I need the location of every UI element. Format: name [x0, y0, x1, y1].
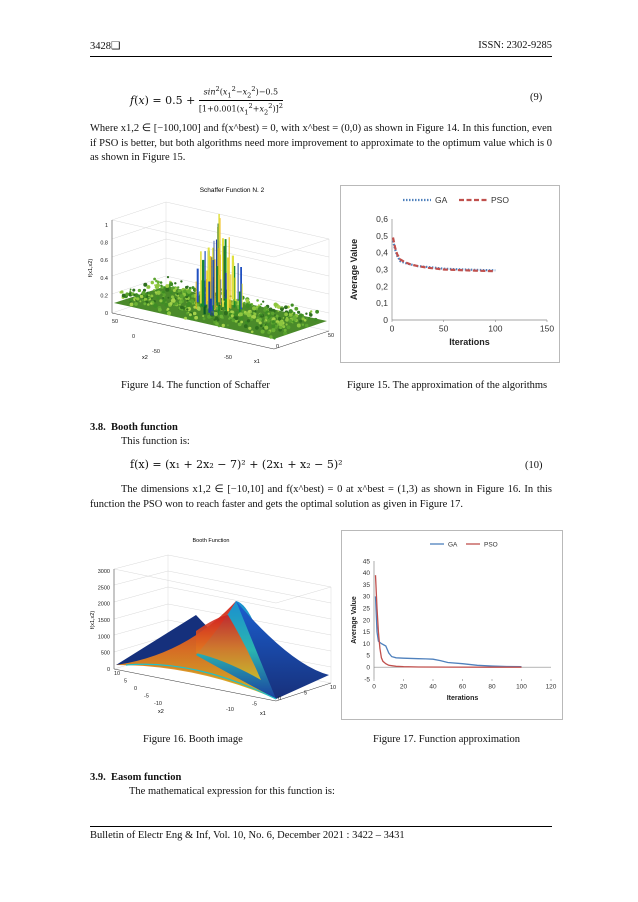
- y-tick-label: 0: [383, 314, 388, 325]
- surface-texture-dot: [186, 308, 188, 310]
- fig16-x1tick: 0: [278, 696, 282, 702]
- surface-texture-dot: [286, 323, 288, 325]
- surface-texture-dot: [247, 319, 250, 322]
- surface-texture-dot: [163, 293, 166, 296]
- fig16-ztick: 1000: [97, 634, 110, 641]
- surface-texture-dot: [310, 310, 312, 312]
- surface-texture-dot: [239, 316, 243, 320]
- page-number: 3428❑: [90, 41, 121, 52]
- surface-texture-dot: [260, 315, 262, 317]
- surface-texture-dot: [160, 285, 162, 287]
- y-tick-label: 0,3: [376, 264, 388, 275]
- header-rule: [90, 56, 552, 57]
- surface-texture-dot: [130, 289, 132, 291]
- y-tick-label: 5: [366, 652, 370, 660]
- legend-label-ga: GA: [435, 194, 448, 205]
- surface-texture-dot: [203, 317, 206, 320]
- x-tick-label: 50: [438, 323, 449, 334]
- surface-texture-dot: [292, 315, 296, 319]
- series-line-pso: [393, 238, 495, 272]
- surface-texture-dot: [136, 297, 139, 300]
- surface-texture-dot: [278, 310, 280, 312]
- surface-texture-dot: [299, 320, 302, 323]
- surface-texture-dot: [274, 314, 276, 316]
- surface-texture-dot: [171, 299, 174, 302]
- surface-texture-dot: [190, 299, 194, 303]
- surface-texture-dot: [165, 288, 169, 292]
- surface-texture-dot: [169, 282, 173, 286]
- equation-9-label: (9): [530, 92, 543, 103]
- footer-rule: [90, 826, 552, 827]
- fig16-x2tick: 0: [134, 686, 138, 692]
- surface-texture-dot: [292, 321, 294, 323]
- surface-texture-dot: [159, 299, 162, 302]
- surface-texture-dot: [270, 317, 272, 319]
- surface-texture-dot: [196, 306, 200, 310]
- surface-texture-dot: [309, 313, 313, 317]
- y-tick-label: 25: [362, 605, 370, 613]
- surface-texture-dot: [167, 276, 169, 278]
- issn: ISSN: 2302-9285: [478, 40, 552, 51]
- surface-texture-dot: [189, 313, 192, 316]
- figure-15-chart: [340, 185, 560, 363]
- surface-texture-dot: [156, 296, 159, 299]
- fig16-title: Booth Function: [192, 538, 230, 544]
- surface-texture-dot: [147, 298, 149, 300]
- surface-texture-dot: [157, 281, 160, 284]
- surface-texture-dot: [151, 281, 154, 284]
- surface-texture-dot: [244, 324, 248, 328]
- surface-texture-dot: [248, 327, 251, 330]
- y-tick-label: 15: [362, 629, 370, 637]
- fig14-x2tick: -50: [152, 349, 160, 355]
- fig14-ztick: 0.2: [100, 293, 108, 300]
- surface-texture-dot: [177, 293, 179, 295]
- surface-texture-dot: [243, 302, 246, 305]
- surface-texture-dot: [286, 317, 289, 320]
- fig16-ztick: 2500: [97, 585, 110, 592]
- surface-texture-dot: [231, 314, 234, 317]
- legend-label-pso: PSO: [484, 541, 498, 549]
- surface-texture-dot: [262, 319, 264, 321]
- fig16-x1label: x1: [260, 711, 266, 717]
- surface-texture-dot: [178, 289, 181, 292]
- fig15-caption: Figure 15. The approximation of the algorithms: [347, 380, 548, 391]
- surface-texture-dot: [265, 316, 268, 319]
- surface-texture-dot: [252, 306, 256, 310]
- surface-texture-dot: [279, 326, 282, 329]
- fig14-x1label: x1: [254, 359, 260, 365]
- surface-texture-dot: [140, 295, 143, 298]
- fig14-title: Schaffer Function N. 2: [199, 187, 265, 194]
- surface-texture-dot: [167, 311, 171, 315]
- surface-texture-dot: [297, 324, 301, 328]
- fig14-x1tick: 50: [328, 333, 335, 339]
- surface-texture-dot: [156, 291, 160, 295]
- surface-texture-dot: [267, 319, 271, 323]
- y-tick-label: 0,5: [376, 230, 388, 241]
- fig16-ztick: 3000: [97, 569, 110, 575]
- y-tick-label: 0,4: [376, 247, 388, 258]
- y-tick-label: 45: [362, 558, 370, 566]
- surface-texture-dot: [132, 289, 135, 292]
- surface-texture-dot: [147, 285, 151, 289]
- figure-16: [86, 535, 338, 725]
- surface-texture-dot: [122, 294, 126, 298]
- surface-texture-dot: [143, 283, 147, 287]
- surface-texture-dot: [193, 312, 197, 316]
- legend-label-pso: PSO: [491, 194, 509, 205]
- surface-texture-dot: [143, 302, 146, 305]
- surface-texture-dot: [167, 297, 169, 299]
- fig14-ztick: 0.4: [100, 275, 108, 282]
- surface-texture-dot: [228, 318, 230, 320]
- surface-texture-dot: [215, 322, 219, 326]
- surface-texture-dot: [269, 335, 272, 338]
- fig14-x2tick: 50: [112, 319, 119, 325]
- x-tick-label: 20: [399, 683, 408, 691]
- surface-texture-dot: [240, 321, 243, 324]
- surface-texture-dot: [246, 312, 249, 315]
- surface-texture-dot: [256, 306, 259, 309]
- x-tick-label: 80: [488, 683, 496, 691]
- x-tick-label: 60: [458, 683, 467, 691]
- surface-texture-dot: [249, 304, 252, 307]
- surface-texture-dot: [265, 326, 268, 329]
- surface-texture-dot: [284, 329, 287, 332]
- surface-texture-dot: [147, 303, 150, 306]
- paragraph-schaffer: Where x1,2 ∈ [−100,100] and f(x^best) = 0, with x^best = (0,0) as shown in Figure 14. In this function, even if PSO is better, but both algorithms need more improvement to approximate to the optimum value which is 0 as shown in Figure 15.: [90, 123, 552, 163]
- surface-texture-dot: [308, 317, 311, 320]
- surface-texture-dot: [130, 303, 134, 307]
- x-tick-label: 40: [429, 683, 437, 691]
- surface-texture-dot: [138, 290, 140, 292]
- surface-texture-dot: [174, 282, 176, 284]
- surface-texture-dot: [183, 289, 187, 293]
- equation-10-label: (10): [525, 460, 543, 471]
- surface-texture-dot: [282, 325, 285, 328]
- surface-texture-dot: [180, 306, 183, 309]
- y-tick-label: 0,6: [376, 213, 388, 224]
- surface-texture-dot: [274, 303, 278, 307]
- surface-texture-dot: [262, 301, 264, 303]
- surface-texture-dot: [177, 286, 179, 288]
- series-line-ga: [393, 241, 495, 270]
- surface-texture-dot: [185, 286, 188, 289]
- surface-texture-dot: [272, 320, 275, 323]
- surface-texture-dot: [184, 306, 186, 308]
- surface-texture-dot: [232, 319, 236, 323]
- equation-9: f(x) = 0.5 + $\frac{\sin^2(x_1^2-x_2^2)-0.5}{[1+0.001(x_1^2+x_2^2)]^2}$: [130, 85, 283, 117]
- surface-texture-dot: [227, 324, 229, 326]
- surface-texture-dot: [179, 294, 183, 298]
- x-tick-label: 100: [516, 683, 527, 691]
- surface-texture-dot: [273, 337, 275, 339]
- fig16-ztick: 1500: [97, 618, 110, 624]
- surface-texture-dot: [155, 291, 157, 293]
- surface-texture-dot: [222, 324, 225, 327]
- surface-texture-dot: [267, 331, 270, 334]
- surface-texture-dot: [283, 331, 287, 335]
- surface-texture-dot: [251, 331, 254, 334]
- surface-texture-dot: [158, 308, 162, 312]
- fig14-x2tick: 0: [132, 334, 136, 340]
- y-tick-label: 30: [362, 593, 370, 601]
- surface-texture-dot: [153, 278, 156, 281]
- surface-texture-dot: [148, 294, 150, 296]
- surface-texture-dot: [134, 302, 138, 306]
- surface-texture-dot: [180, 280, 182, 282]
- surface-texture-dot: [302, 324, 304, 326]
- surface-texture-dot: [211, 317, 213, 319]
- surface-texture-dot: [192, 295, 195, 298]
- fig16-x1tick: 10: [330, 685, 337, 691]
- surface-texture-dot: [179, 300, 183, 304]
- fig16-x2tick: 5: [124, 678, 128, 685]
- y-tick-label: 10: [362, 640, 370, 648]
- surface-texture-dot: [284, 305, 288, 309]
- surface-texture-dot: [184, 317, 187, 320]
- surface-texture-dot: [281, 306, 283, 308]
- surface-texture-dot: [220, 315, 224, 319]
- surface-texture-dot: [264, 320, 266, 322]
- x-axis-title: Iterations: [446, 695, 479, 702]
- surface-texture-dot: [239, 312, 243, 316]
- booth-surface-plot: [86, 535, 338, 725]
- surface-texture-dot: [160, 281, 163, 284]
- fig14-zlabel: f(x1,x2): [88, 258, 94, 278]
- surface-texture-dot: [129, 290, 131, 292]
- surface-texture-dot: [160, 287, 162, 289]
- surface-texture-dot: [171, 295, 174, 298]
- surface-texture-dot: [194, 316, 198, 320]
- x-tick-label: 0: [389, 323, 395, 334]
- y-tick-label: 40: [362, 570, 370, 578]
- surface-texture-dot: [283, 317, 285, 319]
- surface-texture-dot: [255, 326, 259, 330]
- fig16-x2tick: -10: [154, 701, 162, 707]
- surface-texture-dot: [120, 290, 123, 293]
- surface-texture-dot: [142, 299, 144, 301]
- fig16-x2tick: -5: [144, 693, 149, 700]
- surface-texture-dot: [260, 325, 263, 328]
- y-tick-label: 0: [366, 664, 370, 672]
- surface-texture-dot: [278, 317, 281, 320]
- fig14-x1tick: -50: [224, 355, 232, 361]
- series-line-ga: [376, 596, 522, 666]
- surface-texture-dot: [271, 312, 275, 316]
- surface-texture-dot: [256, 324, 258, 326]
- fig16-x2label: x2: [158, 709, 164, 715]
- surface-texture-dot: [293, 312, 295, 314]
- series-line-pso: [376, 575, 522, 667]
- surface-texture-dot: [133, 294, 135, 296]
- fig16-x2tick: 10: [114, 671, 121, 677]
- x-tick-label: 0: [372, 683, 376, 691]
- surface-texture-dot: [202, 315, 204, 317]
- surface-texture-dot: [253, 313, 256, 316]
- surface-texture-dot: [170, 291, 173, 294]
- surface-texture-dot: [297, 311, 300, 314]
- fig14-ztick: 0.6: [100, 258, 108, 265]
- schaffer-surface-plot: [84, 183, 336, 373]
- section-3-9-heading: 3.9. Easom function: [90, 772, 182, 783]
- surface-texture-dot: [189, 287, 192, 290]
- surface-texture-dot: [214, 312, 218, 316]
- surface-texture-dot: [245, 299, 249, 303]
- surface-texture-dot: [234, 316, 236, 318]
- surface-texture-dot: [170, 302, 173, 305]
- fig16-ztick: 2000: [97, 601, 110, 608]
- surface-texture-dot: [230, 310, 233, 313]
- surface-texture-dot: [179, 304, 181, 306]
- section-3-8-intro: This function is:: [121, 436, 190, 447]
- y-tick-label: 0,1: [376, 298, 388, 309]
- surface-texture-dot: [263, 309, 266, 312]
- surface-texture-dot: [261, 330, 265, 334]
- surface-texture-dot: [277, 324, 279, 326]
- surface-texture-dot: [258, 304, 260, 306]
- surface-texture-dot: [165, 284, 169, 288]
- surface-texture-dot: [192, 303, 194, 305]
- surface-texture-dot: [150, 295, 153, 298]
- fig16-ztick: 0: [106, 667, 110, 673]
- surface-texture-dot: [277, 322, 279, 324]
- surface-texture-dot: [215, 317, 218, 320]
- fig14-caption: Figure 14. The function of Schaffer: [121, 380, 270, 391]
- surface-texture-dot: [287, 325, 291, 329]
- fig16-x1tick: -5: [252, 701, 257, 708]
- fig15-svg: [341, 186, 559, 362]
- y-tick-label: -5: [364, 676, 370, 684]
- legend-label-ga: GA: [448, 541, 458, 549]
- surface-texture-dot: [162, 291, 165, 294]
- surface-texture-dot: [299, 313, 303, 317]
- x-tick-label: 120: [545, 683, 557, 691]
- surface-texture-dot: [260, 303, 262, 305]
- y-tick-label: 35: [362, 581, 370, 589]
- surface-texture-dot: [187, 302, 191, 306]
- surface-texture-dot: [272, 324, 276, 328]
- surface-texture-dot: [139, 300, 141, 302]
- surface-texture-dot: [163, 299, 166, 302]
- surface-texture-dot: [276, 315, 279, 318]
- fig14-ztick: 1: [104, 223, 108, 229]
- paragraph-booth: The dimensions x1,2 ∈ [−10,10] and f(x^best) = 0 at x^best = (1,3) as shown in Figure 16. In this function the PSO won to reach faster and gets the optimal solution as given in Figure 17.: [90, 484, 552, 510]
- fig16-x1tick: -10: [226, 707, 234, 713]
- surface-texture-dot: [146, 292, 148, 294]
- surface-texture-dot: [284, 312, 288, 316]
- surface-texture-dot: [145, 300, 147, 302]
- surface-texture-dot: [164, 303, 168, 307]
- surface-texture-dot: [277, 305, 281, 309]
- surface-texture-dot: [173, 304, 175, 306]
- surface-texture-dot: [238, 321, 240, 323]
- surface-texture-dot: [184, 293, 186, 295]
- surface-texture-dot: [288, 319, 292, 323]
- section-3-9-intro: The mathematical expression for this function is:: [129, 786, 335, 797]
- surface-texture-dot: [153, 289, 155, 291]
- surface-texture-dot: [279, 320, 283, 324]
- surface-texture-dot: [247, 306, 249, 308]
- section-3-8-heading: 3.8. Booth function: [90, 422, 178, 433]
- surface-texture-dot: [186, 300, 188, 302]
- surface-texture-dot: [294, 307, 298, 311]
- surface-texture-dot: [150, 302, 152, 304]
- surface-texture-dot: [167, 308, 170, 311]
- surface-texture-dot: [289, 309, 293, 313]
- surface-texture-dot: [187, 290, 191, 294]
- y-axis-title: Average Value: [351, 596, 358, 644]
- fig16-ztick: 500: [100, 650, 110, 657]
- figure-17-chart: [341, 530, 563, 720]
- surface-texture-dot: [305, 313, 307, 315]
- surface-texture-dot: [304, 319, 307, 322]
- fig16-caption: Figure 16. Booth image: [143, 734, 243, 745]
- equation-10: f(x) = (x₁ + 2x₂ − 7)² + (2x₁ + x₂ − 5)²: [130, 458, 343, 471]
- fig14-x2label: x2: [142, 355, 148, 361]
- fig16-x1tick: 5: [304, 690, 308, 697]
- y-tick-label: 20: [362, 617, 370, 625]
- fig14-ztick: 0: [104, 311, 108, 317]
- surface-texture-dot: [256, 319, 259, 322]
- fig17-caption: Figure 17. Function approximation: [373, 734, 520, 745]
- surface-texture-dot: [256, 299, 259, 302]
- surface-texture-dot: [218, 325, 220, 327]
- x-axis-title: Iterations: [449, 337, 490, 347]
- x-tick-label: 100: [488, 323, 503, 334]
- surface-texture-dot: [268, 313, 270, 315]
- fig17-svg: [342, 531, 562, 719]
- surface-texture-dot: [155, 285, 159, 289]
- surface-texture-dot: [315, 310, 319, 314]
- surface-texture-dot: [267, 309, 269, 311]
- surface-texture-dot: [134, 297, 136, 299]
- y-axis-title: Average Value: [349, 238, 359, 301]
- figure-14: [84, 183, 336, 373]
- fig14-ztick: 0.8: [100, 240, 108, 247]
- surface-texture-dot: [173, 289, 176, 292]
- surface-texture-dot: [305, 324, 309, 328]
- surface-texture-dot: [142, 291, 146, 295]
- fig16-zlabel: f(x1,x2): [90, 610, 96, 630]
- surface-texture-dot: [125, 292, 129, 296]
- fig14-x1tick: 0: [276, 344, 280, 350]
- footer-citation: Bulletin of Electr Eng & Inf, Vol. 10, No. 6, December 2021 : 3422 – 3431: [90, 830, 405, 841]
- surface-texture-dot: [291, 304, 294, 307]
- surface-texture-dot: [314, 318, 317, 321]
- surface-texture-dot: [188, 312, 190, 314]
- surface-texture-dot: [221, 308, 223, 310]
- surface-texture-dot: [234, 313, 237, 316]
- x-tick-label: 150: [539, 323, 555, 334]
- surface-texture-dot: [259, 321, 262, 324]
- y-tick-label: 0,2: [376, 281, 388, 292]
